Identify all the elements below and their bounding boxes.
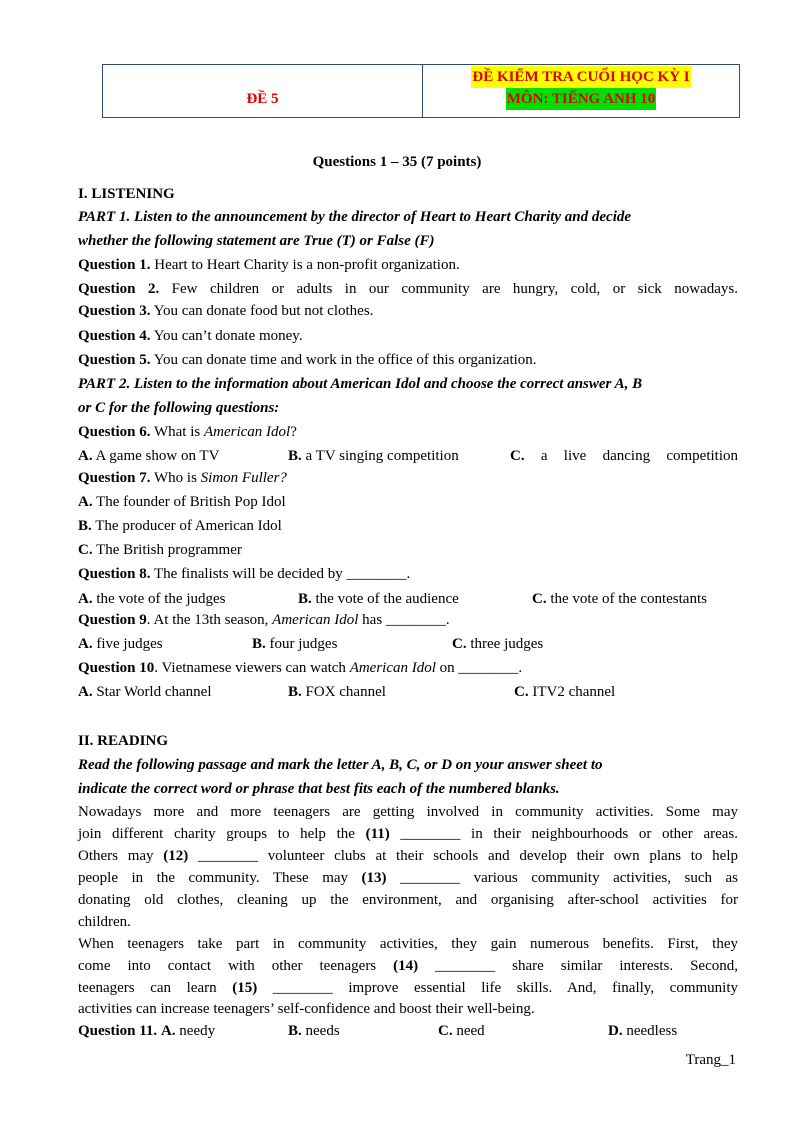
option-letter: A.	[160, 1023, 176, 1039]
question-label: Question 3.	[78, 303, 151, 319]
q11-option-c	[438, 1021, 485, 1041]
blank-number: (15)	[232, 980, 258, 996]
option-letter: B.	[78, 518, 92, 534]
reading-instruction-cont: indicate the correct word or phrase that best fits each of the numbered blanks.	[78, 781, 560, 797]
option-letter: A.	[78, 636, 93, 652]
exam-number: ĐỀ 5	[246, 91, 279, 107]
questions-title: Questions 1 – 35 (7 points)	[312, 154, 482, 170]
question-label: Question 10	[78, 660, 155, 676]
blank-number: (12)	[163, 848, 189, 864]
passage-text: ________ share similar interests. Second,	[418, 958, 738, 974]
option-text: FOX channel	[305, 684, 386, 700]
part2-instruction-cont: or C for the following questions:	[78, 400, 280, 416]
passage-line: activities can increase teenagers’ self-confidence and boost their well-being.	[78, 1001, 535, 1017]
option-text: needs	[305, 1023, 340, 1039]
q9-option-c	[452, 634, 543, 654]
question-label: Question 2.	[78, 281, 160, 297]
option-letter: A.	[78, 494, 93, 510]
passage-line	[78, 956, 738, 976]
question-text: on ________.	[435, 660, 523, 676]
question-label: Question 7.	[78, 470, 151, 486]
question-text: Who is	[150, 470, 201, 486]
question-label: Question 5.	[78, 352, 151, 368]
question-label: Question 6.	[78, 424, 151, 440]
question-2	[78, 279, 738, 299]
passage-line	[78, 868, 738, 888]
question-label: Question 11.	[78, 1023, 158, 1039]
option-text: ITV2 channel	[532, 684, 616, 700]
option-letter: A.	[78, 684, 93, 700]
option-letter: C.	[452, 636, 467, 652]
q6-option-b	[288, 446, 459, 466]
q11-option-d	[608, 1021, 677, 1041]
header-table	[102, 64, 740, 118]
section-listening-heading: I. LISTENING	[78, 186, 175, 202]
option-letter: C.	[438, 1023, 453, 1039]
q8-option-c	[532, 589, 707, 609]
header-left-cell	[103, 65, 423, 117]
part1-instruction: PART 1. Listen to the announcement by the director of Heart to Heart Charity and decide	[78, 209, 632, 225]
question-emphasis: American Idol	[203, 424, 291, 440]
question-label: Question 9	[78, 612, 147, 628]
option-text: the vote of the audience	[315, 591, 459, 607]
question-text: You can donate food but not clothes.	[150, 303, 374, 319]
option-letter: B.	[288, 684, 302, 700]
passage-line: When teenagers take part in community activities, they gain numerous benefits. First, they	[78, 936, 738, 952]
question-text: has ________.	[358, 612, 450, 628]
option-letter: D.	[608, 1023, 623, 1039]
passage-text: ________ improve essential life skills. And, finally, community	[257, 980, 738, 996]
q8-option-a	[78, 589, 225, 609]
question-3	[78, 301, 738, 321]
q10-option-c	[514, 682, 615, 702]
option-text: needy	[179, 1023, 216, 1039]
q11-option-b	[288, 1021, 340, 1041]
option-letter: B.	[288, 1023, 302, 1039]
option-text: five judges	[96, 636, 163, 652]
option-text: The producer of American Idol	[95, 518, 282, 534]
question-text: What is	[150, 424, 204, 440]
option-text: Star World channel	[96, 684, 212, 700]
q7-option-b	[78, 516, 282, 536]
blank-number: (11)	[365, 826, 390, 842]
option-text: The founder of British Pop Idol	[96, 494, 286, 510]
passage-text: ________ volunteer clubs at their schools and develop their own plans to help	[188, 848, 738, 864]
option-text: The British programmer	[96, 542, 242, 558]
question-10	[78, 658, 738, 678]
option-text: four judges	[269, 636, 338, 652]
question-label: Question 1.	[78, 257, 151, 273]
header-right-cell	[423, 65, 739, 117]
blank-number: (14)	[393, 958, 419, 974]
option-letter: C.	[532, 591, 547, 607]
question-8	[78, 564, 738, 584]
part2-instruction: PART 2. Listen to the information about American Idol and choose the correct answer A, B	[78, 376, 643, 392]
passage-text: people in the community. These may	[78, 870, 362, 886]
part1-instruction-cont: whether the following statement are True (T) or False (F)	[78, 233, 435, 249]
q6-option-a	[78, 446, 219, 466]
passage-text: teenagers can learn	[78, 980, 233, 996]
blank-number: (13)	[361, 870, 387, 886]
option-text: the vote of the contestants	[550, 591, 707, 607]
question-text: Few children or adults in our community are hungry, cold, or sick nowadays.	[159, 281, 738, 297]
option-letter: A.	[78, 591, 93, 607]
option-text: A game show on TV	[95, 448, 220, 464]
option-letter: C.	[514, 684, 529, 700]
option-text: needless	[626, 1023, 678, 1039]
passage-text: join different charity groups to help the	[78, 826, 366, 842]
q8-option-b	[298, 589, 459, 609]
passage-line: children.	[78, 914, 131, 930]
reading-instruction: Read the following passage and mark the letter A, B, C, or D on your answer sheet to	[78, 757, 603, 773]
passage-line: Nowadays more and more teenagers are getting involved in community activities. Some may	[78, 804, 738, 820]
question-5	[78, 350, 738, 370]
q9-option-b	[252, 634, 337, 654]
question-label: Question 8.	[78, 566, 151, 582]
passage-text: ________ various community activities, such as	[386, 870, 739, 886]
question-7	[78, 468, 738, 488]
question-6	[78, 422, 738, 442]
question-text: ?	[290, 424, 297, 440]
q7-option-a	[78, 492, 286, 512]
option-text: the vote of the judges	[96, 591, 226, 607]
question-text: . At the 13th season,	[146, 612, 273, 628]
option-text: three judges	[470, 636, 544, 652]
question-text: . Vietnamese viewers can watch	[154, 660, 350, 676]
option-letter: B.	[298, 591, 312, 607]
q11-label-option-a	[78, 1021, 215, 1041]
passage-line	[78, 978, 738, 998]
question-emphasis: American Idol	[272, 612, 359, 628]
question-emphasis: Simon Fuller?	[200, 470, 287, 486]
passage-text: come into contact with other teenagers	[78, 958, 394, 974]
passage-text: ________ in their neighbourhoods or other areas.	[389, 826, 739, 842]
question-4	[78, 326, 738, 346]
passage-text: Others may	[78, 848, 164, 864]
q10-option-b	[288, 682, 386, 702]
question-text: You can’t donate money.	[150, 328, 303, 344]
passage-line: donating old clothes, cleaning up the environment, and organising after-school activities for	[78, 892, 738, 908]
option-letter: A.	[78, 448, 93, 464]
option-letter: B.	[252, 636, 266, 652]
exam-subject: MÔN: TIẾNG ANH 10	[506, 88, 656, 110]
question-text: The finalists will be decided by ________.	[150, 566, 411, 582]
question-9	[78, 610, 738, 630]
q10-option-a	[78, 682, 212, 702]
question-emphasis: American Idol	[349, 660, 436, 676]
question-text: You can donate time and work in the office of this organization.	[150, 352, 537, 368]
option-text: need	[456, 1023, 485, 1039]
section-reading-heading: II. READING	[78, 733, 169, 749]
option-letter: C.	[78, 542, 93, 558]
exam-title: ĐỀ KIỂM TRA CUỐI HỌC KỲ I	[471, 66, 690, 88]
option-text: a live dancing competition	[540, 448, 738, 464]
option-letter: B.	[288, 448, 302, 464]
q7-option-c	[78, 540, 242, 560]
question-1	[78, 255, 738, 275]
option-text: a TV singing competition	[305, 448, 459, 464]
option-letter: C.	[510, 448, 525, 464]
question-text: Heart to Heart Charity is a non-profit organization.	[150, 257, 460, 273]
q6-option-c	[510, 446, 738, 466]
q9-option-a	[78, 634, 163, 654]
passage-line	[78, 824, 738, 844]
page-number: Trang_1	[685, 1052, 736, 1068]
question-label: Question 4.	[78, 328, 151, 344]
passage-line	[78, 846, 738, 866]
